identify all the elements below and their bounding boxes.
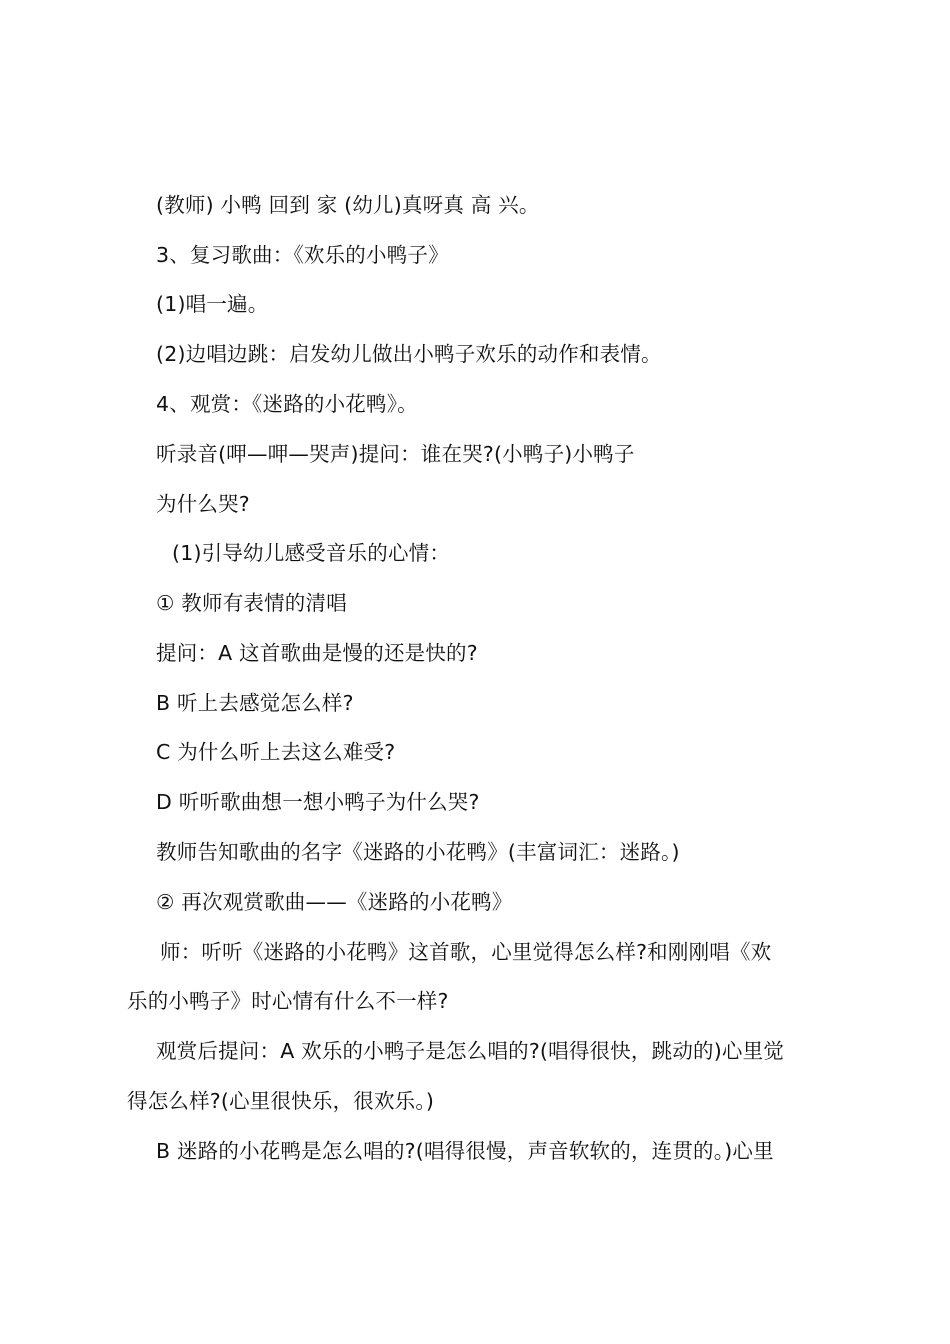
text-line: 教师告知歌曲的名字《迷路的小花鸭》(丰富词汇：迷路。) (156, 840, 680, 864)
text-line: B 迷路的小花鸭是怎么唱的?(唱得很慢，声音软软的，连贯的。)心里 (156, 1139, 774, 1163)
text-line: 为什么哭? (156, 492, 250, 516)
text-line: ② 再次观赏歌曲——《迷路的小花鸭》 (156, 890, 513, 914)
text-line: 得怎么样?(心里很快乐，很欢乐。) (127, 1089, 435, 1113)
text-line: C 为什么听上去这么难受? (156, 740, 396, 764)
text-line: 3、复习歌曲：《欢乐的小鸭子》 (156, 243, 449, 267)
text-line: 师：听听《迷路的小花鸭》这首歌，心里觉得怎么样?和刚刚唱《欢 (160, 940, 772, 964)
text-line: (1)引导幼儿感受音乐的心情： (172, 541, 451, 565)
text-line: 乐的小鸭子》时心情有什么不一样? (127, 989, 449, 1013)
text-line: (1)唱一遍。 (156, 292, 269, 316)
text-line: D 听听歌曲想一想小鸭子为什么哭? (156, 790, 480, 814)
text-line: 听录音(呷—呷—哭声)提问：谁在哭?(小鸭子)小鸭子 (156, 442, 635, 466)
text-line: 观赏后提问：A 欢乐的小鸭子是怎么唱的?(唱得很快，跳动的)心里觉 (156, 1039, 785, 1063)
text-line: (教师) 小鸭 回到 家 (幼儿)真呀真 高 兴。 (156, 193, 540, 217)
text-line: 提问：A 这首歌曲是慢的还是快的? (156, 641, 478, 665)
text-line: (2)边唱边跳：启发幼儿做出小鸭子欢乐的动作和表情。 (156, 342, 662, 366)
text-line: B 听上去感觉怎么样? (156, 691, 354, 715)
text-line: ① 教师有表情的清唱 (156, 591, 347, 615)
text-line: 4、观赏：《迷路的小花鸭》。 (156, 392, 418, 416)
